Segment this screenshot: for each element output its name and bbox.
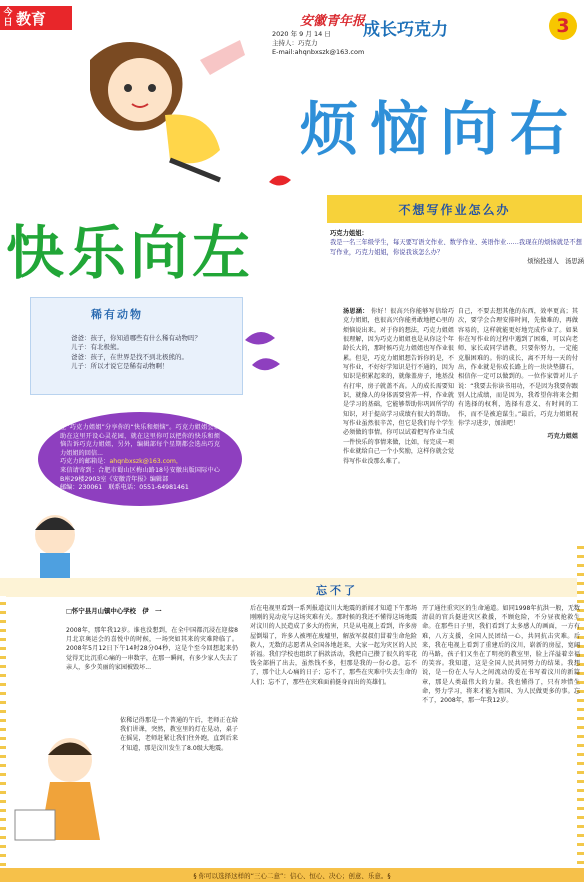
letter-signature: 烦恼投递人 汤思涵: [527, 257, 584, 265]
reader-letter: [330, 229, 584, 289]
forget-title: 忘不了: [316, 584, 358, 597]
joke-box: [30, 297, 243, 395]
article-column-2: 后在电视里看到一系列报道汶川大地震的新闻才知道下午那场刚刚的晃动竟与这场灾难有关。那时候的我还不懂得这场地震对汶川的人民造成了多大的伤害，只是从电视上看到，许多房屋倒塌了，许多人被埋在废墟里，解放军叔叔们冒着生命危险救人，无数的志愿者从全国各地赶来，大家一起为灾区的人民祈福。我们学校也组织了捐款活动，我把自己攒了很久的零花钱全部捐了出去，虽然钱不多，但那是我的一份心意。忘不了，那个让人心痛的日子；忘不了，那些在灾难中失去生命的人们；忘不了，那些在灾难面前挺身而出的英雄们。: [250, 605, 417, 686]
girl-illustration: [70, 20, 260, 190]
newspaper-masthead: 安徽青年报: [300, 14, 366, 29]
letter-heading: 巧克力姐姐：: [330, 230, 368, 237]
invite-email-label: 巧克力的邮箱是：: [60, 458, 110, 466]
worry-title: [300, 82, 580, 166]
joke-line: 儿子：所以才说它是稀有动物啊！: [71, 361, 169, 370]
bird-icon: [267, 170, 293, 192]
column-brand: 成长巧克力: [363, 20, 448, 40]
joke-line: 爸爸：孩子，你知道哪些有什么稀有动物吗？: [71, 334, 201, 342]
decorative-border: [0, 596, 6, 868]
kid-illustration: [0, 505, 110, 580]
section-tag-small: 今日: [3, 8, 13, 28]
article-byline: □怀宁县月山镇中心学校 伊 一: [66, 607, 162, 615]
reply-text: 你好！很高兴你能够写信给巧克力姐姐，也很高兴你能勇敢地把心里的烦恼说出来。对于你的想法，巧克力姐姐很理解，因为巧克力姐姐也是从你这个年龄长大的，那时候巧克力姐姐也写作业很累。但是，巧克力姐姐想告诉你的是，不写作业，不好好学知识是行不通的，因为知识是积累起来的，就像盖房子，地基没有打牢，房子就盖不高。人的成长需要知识，就像人的身体需要营养一样，作业就是学习的基础，它能够帮助你巩固所学的知识，对于提高学习成绩有很大的帮助。写作业虽然很辛苦，但它是我们每个学生必须做的事情。你可以试着把写作业当成一件快乐的事情来做，比如，每完成一项作业就给自己一个小奖励，这样你就会觉得写作业没那么难了。: [343, 308, 455, 465]
reply-sign: 巧克力姐姐: [547, 433, 578, 441]
invite-phone: 邮编：230061 联系电话：0551-64981461: [60, 484, 189, 492]
issue-date: 2020 年 9 月 14 日: [272, 30, 331, 38]
letter-body: 我是一名三年级学生，每天要写语文作业、数学作业、英语作业……我现在的烦恼就是不想写作业，巧克力姐姐，你说我该怎么办？: [330, 239, 582, 256]
contact-email: E-mail:ahqnbxszk@163.com: [272, 48, 365, 56]
birds-illustration: [240, 320, 290, 380]
footer-quote: § 你可以选择这样的“三心二意”：信心、恒心、决心；创意、乐意。§: [0, 868, 584, 882]
reply-salutation: 汤思涵：: [343, 308, 369, 315]
reply-column-1: [343, 307, 454, 466]
section-tag: [0, 6, 72, 30]
submission-invite: [38, 412, 242, 506]
joke-title: 稀有动物: [91, 308, 143, 321]
article-column-1b: 依稀记得那是一个普通的午后，老师正在给我们讲课，突然，教室里的灯在晃动，桌子在摇晃，老师赶紧让我们往外跑，直到后来才知道，那是汶川发生了8.0级大地震。: [120, 717, 238, 752]
invite-text: 在“巧克力姐姐”分享你的“快乐和烦恼”。巧克力姐姐会帮助在这里开设心灵花园，就在这里你可以把你的快乐和烦恼告诉巧克力姐姐，另外，编辑部每个星期都会选出巧克力姐姐的回信...: [60, 424, 220, 457]
article-column-1: 2008年，那年我12岁。谁也没想到，在全中国都沉浸在迎接8月北京奥运会的喜悦中的时候，一场突如其来的灾难降临了。2008年5月12日下午14时28分04秒，这是个至今回想起来仍觉得无比沉重心痛的一串数字，在那一瞬间，有多少家人失去了亲人，多少美丽的家园被毁坏...: [66, 627, 238, 671]
boy-illustration: [10, 720, 115, 865]
section-tag-label: 教育: [16, 9, 47, 28]
invite-email[interactable]: ahqnbxszk@163.com，: [109, 458, 183, 466]
joke-line: 儿子：有北极熊。: [71, 343, 123, 352]
page-number: 3: [549, 12, 577, 40]
invite-address: 来信请寄到：合肥市蜀山区梅山路18号安徽出版国际中心B座29楼2903室《安徽青年报》编辑部: [60, 466, 220, 483]
happy-title: [6, 206, 254, 290]
article-column-3: 开了通往重灾区的生命通道。如同1998年抗洪一般，无数清晨的官兵挺进灾区救援，不顾危险，不分昼夜抢救生命。在那些日子里，我们看到了太多感人的画面，一方有难，八方支援，全国人民团结一心，共同抗击灾难。后来，我在电视上看到了重建后的汶川，崭新的房屋，宽阔的马路，孩子们又坐在了明亮的教室里，脸上洋溢着幸福的笑容。我知道，这是全国人民共同努力的结果。我想说，是一份在人与人之间流动的爱在书写着汶川的新篇章，那是人类最伟大的力量。我也懂得了，只有珍惜生命，努力学习，将来才能为祖国、为人民做更多的事。忘不了，2008年，那一年我12岁。: [422, 605, 580, 705]
joke-line: 爸爸：孩子，在世界是找不到北极熊的。: [71, 352, 188, 361]
reply-text-continued: 自己，不要去想其他的东西，效率更高；其次，要学会合理安排时间，先做难的，再做容易的，这样就能更好地完成作业了。如果你在写作业的过程中遇到了困难，可以向老师、家长或同学请教，只要你努力，一定能克服困难的。你的成长，离不开每一天的付出，作业就是你成长路上的一块块垫脚石，相信你一定可以做到的。一位作家曾对儿子说：“我要去你读书用功，不是因为我要你跟别人比成绩，而是因为，我希望你将来会拥有选择的权利，选择有意义、有时间的工作，而不是被迫谋生。”最后，巧克力姐姐祝你学习进步，加油吧！: [458, 308, 578, 428]
header-info: [272, 30, 364, 57]
joke-lines: [71, 334, 201, 371]
topic-banner: 不想写作业怎么办: [327, 195, 582, 223]
happy-title-text: 快乐向左: [6, 219, 255, 287]
reply-column-2: [458, 307, 578, 442]
worry-title-text: 烦恼向右: [300, 95, 581, 163]
forget-header-band: [0, 578, 584, 597]
host-name: 主持人：巧克力: [272, 39, 318, 47]
